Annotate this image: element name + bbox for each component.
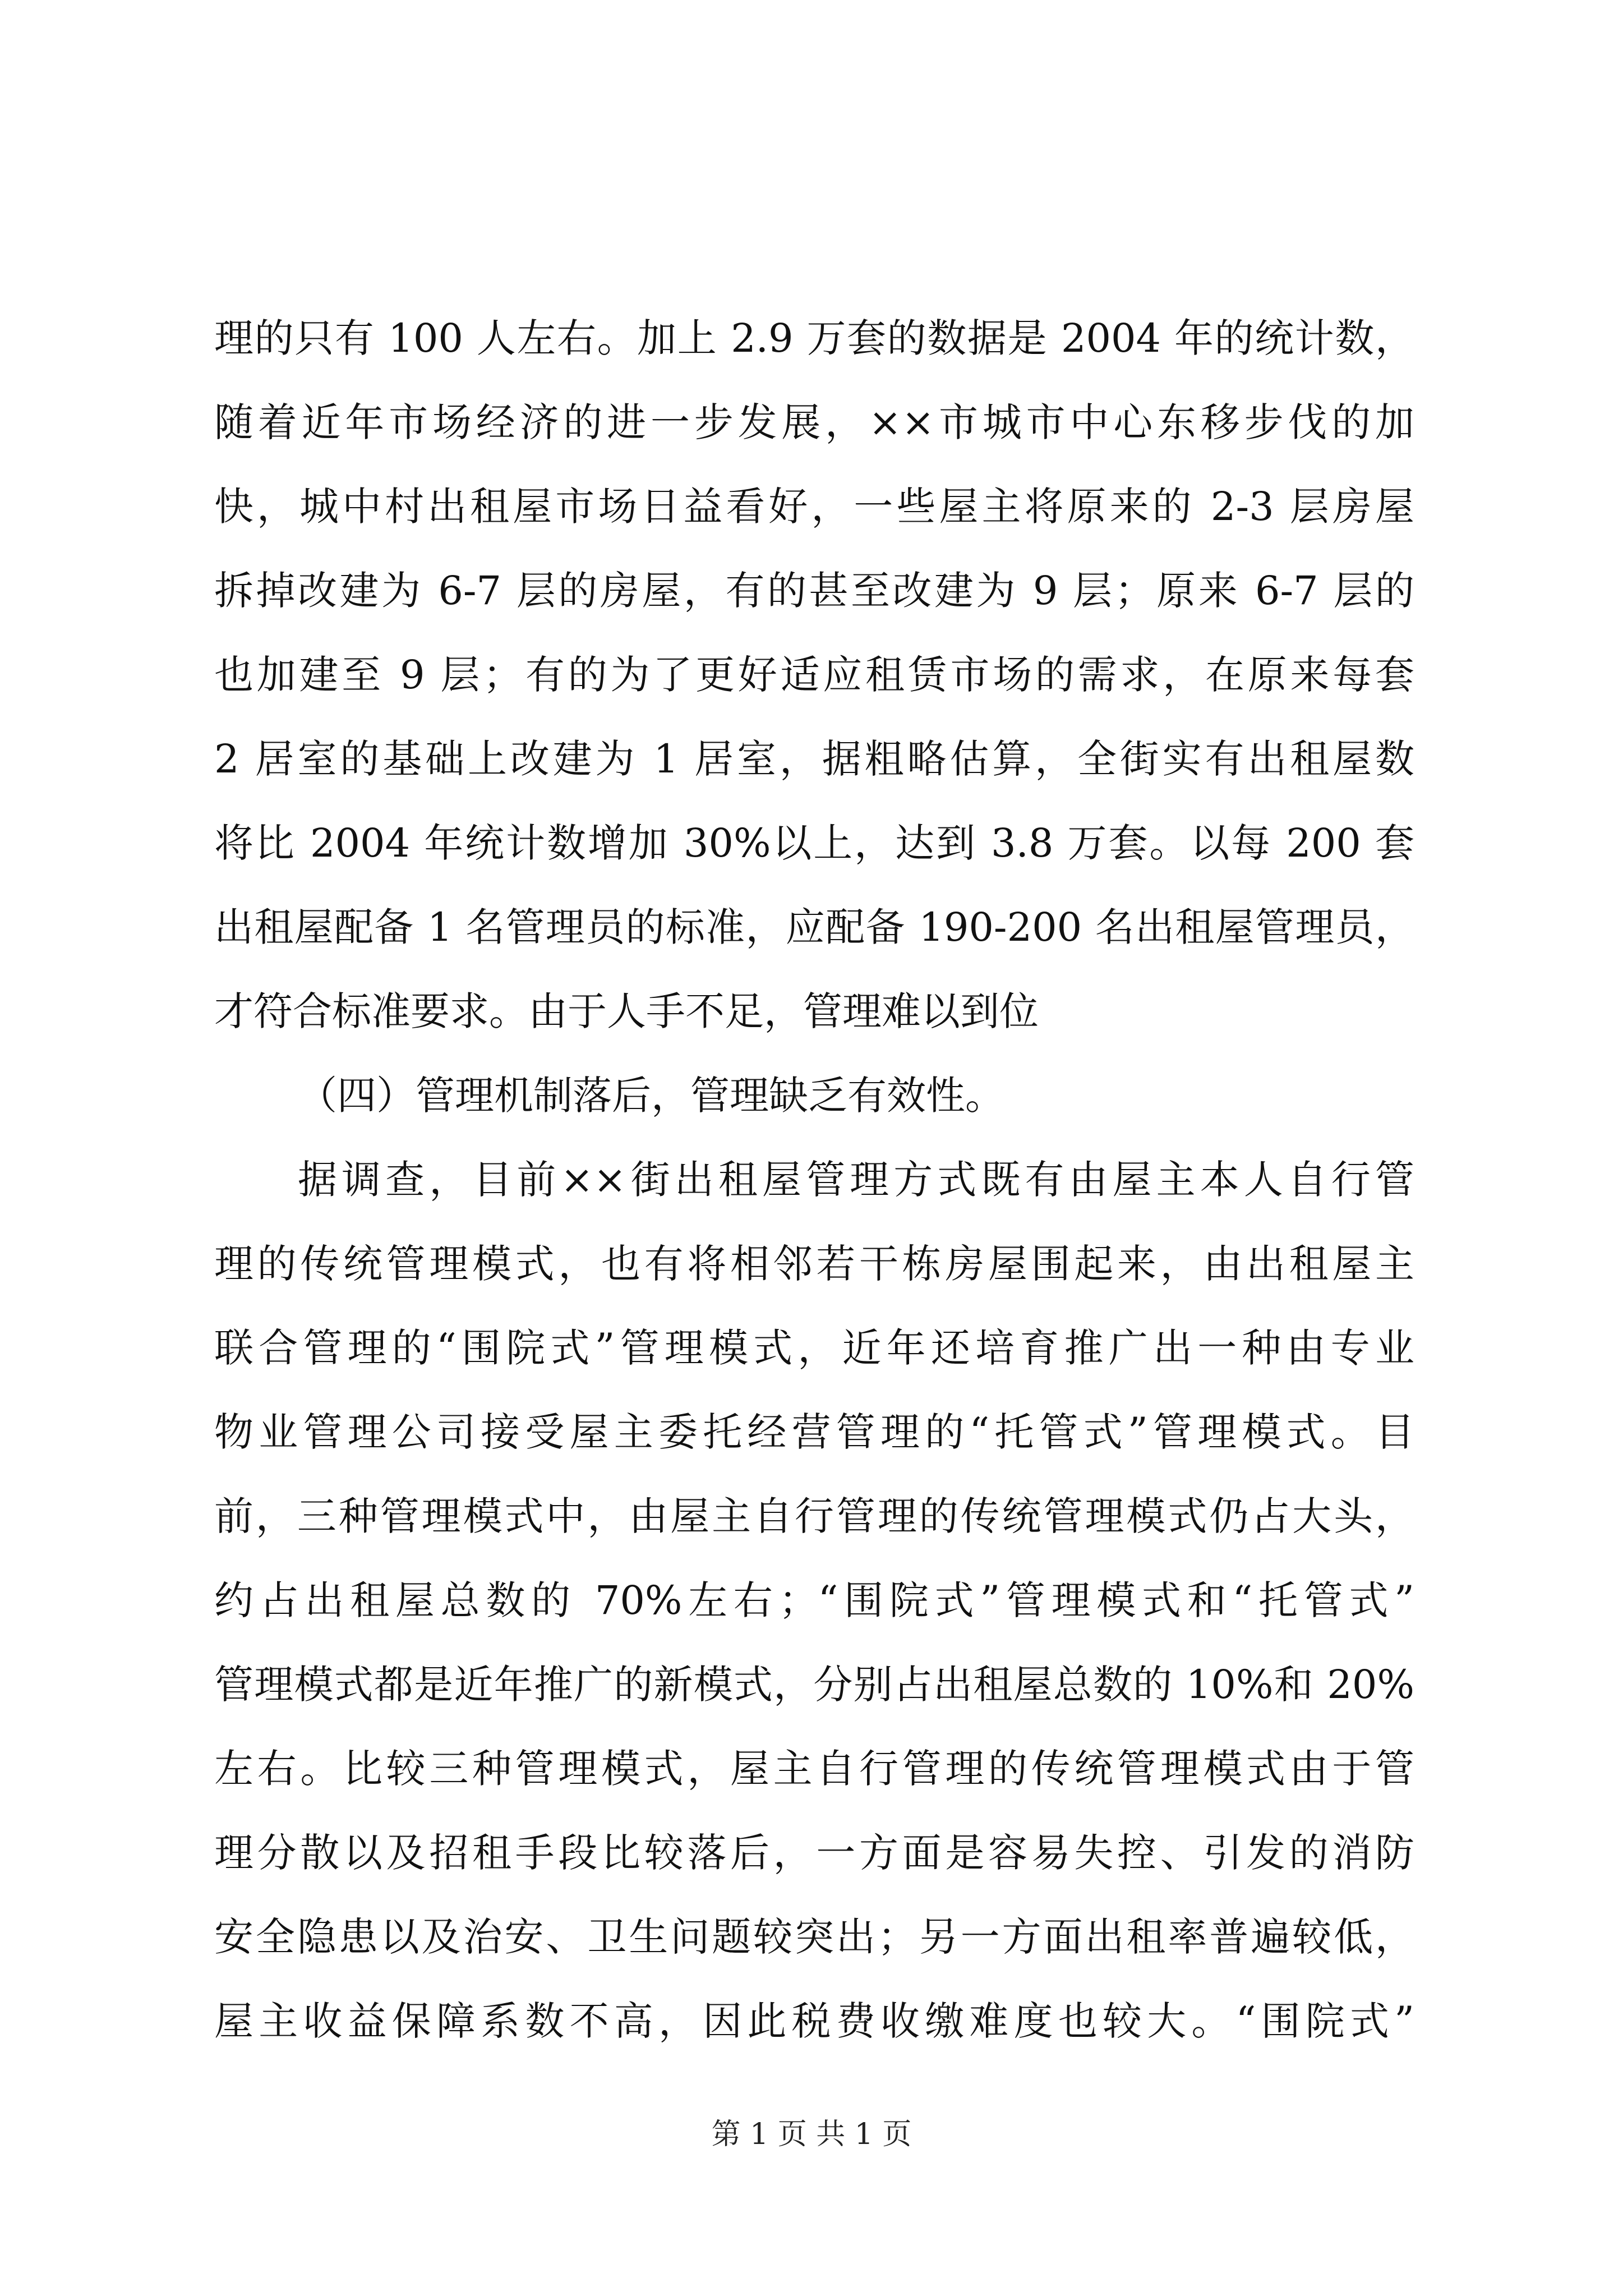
text-line: 2 居室的基础上改建为 1 居室，据粗略估算，全街实有出租屋数 — [214, 736, 1414, 782]
text-line: 管理模式都是近年推广的新模式，分别占出租屋总数的 10%和 20% — [214, 1662, 1414, 1708]
text-line: 约占出租屋总数的 70%左右；“围院式”管理模式和“托管式” — [214, 1577, 1414, 1623]
text-line: 将比 2004 年统计数增加 30%以上，达到 3.8 万套。以每 200 套 — [214, 820, 1414, 866]
text-line: 拆掉改建为 6-7 层的房屋，有的甚至改建为 9 层；原来 6-7 层的 — [214, 568, 1414, 614]
text-line: 理的只有 100 人左右。加上 2.9 万套的数据是 2004 年的统计数， — [214, 315, 1414, 361]
text-line: 快，城中村出租屋市场日益看好，一些屋主将原来的 2-3 层房屋 — [214, 484, 1414, 530]
text-line: 也加建至 9 层；有的为了更好适应租赁市场的需求，在原来每套 — [214, 652, 1414, 698]
text-line: 前，三种管理模式中，由屋主自行管理的传统管理模式仍占大头， — [214, 1493, 1414, 1539]
text-line: 物业管理公司接受屋主委托经营管理的“托管式”管理模式。目 — [214, 1409, 1414, 1455]
paragraph-first-line: 据调查，目前××街出租屋管理方式既有由屋主本人自行管 — [298, 1157, 1414, 1203]
text-line: 理的传统管理模式，也有将相邻若干栋房屋围起来，由出租屋主 — [214, 1241, 1414, 1287]
text-line: 才符合标准要求。由于人手不足，管理难以到位 — [214, 988, 1039, 1034]
text-line: 左右。比较三种管理模式，屋主自行管理的传统管理模式由于管 — [214, 1746, 1414, 1792]
text-line: 安全隐患以及治安、卫生问题较突出；另一方面出租率普遍较低， — [214, 1914, 1414, 1960]
text-line: 屋主收益保障系数不高，因此税费收缴难度也较大。“围院式” — [214, 1998, 1414, 2044]
text-line: 随着近年市场经济的进一步发展，××市城市中心东移步伐的加 — [214, 399, 1414, 445]
text-line: 出租屋配备 1 名管理员的标准，应配备 190-200 名出租屋管理员， — [214, 904, 1414, 950]
text-line: 理分散以及招租手段比较落后，一方面是容易失控、引发的消防 — [214, 1830, 1414, 1876]
section-heading: （四）管理机制落后，管理缺乏有效性。 — [298, 1073, 1004, 1119]
text-line: 联合管理的“围院式”管理模式，近年还培育推广出一种由专业 — [214, 1325, 1414, 1371]
page-footer: 第 1 页 共 1 页 — [711, 2118, 912, 2151]
